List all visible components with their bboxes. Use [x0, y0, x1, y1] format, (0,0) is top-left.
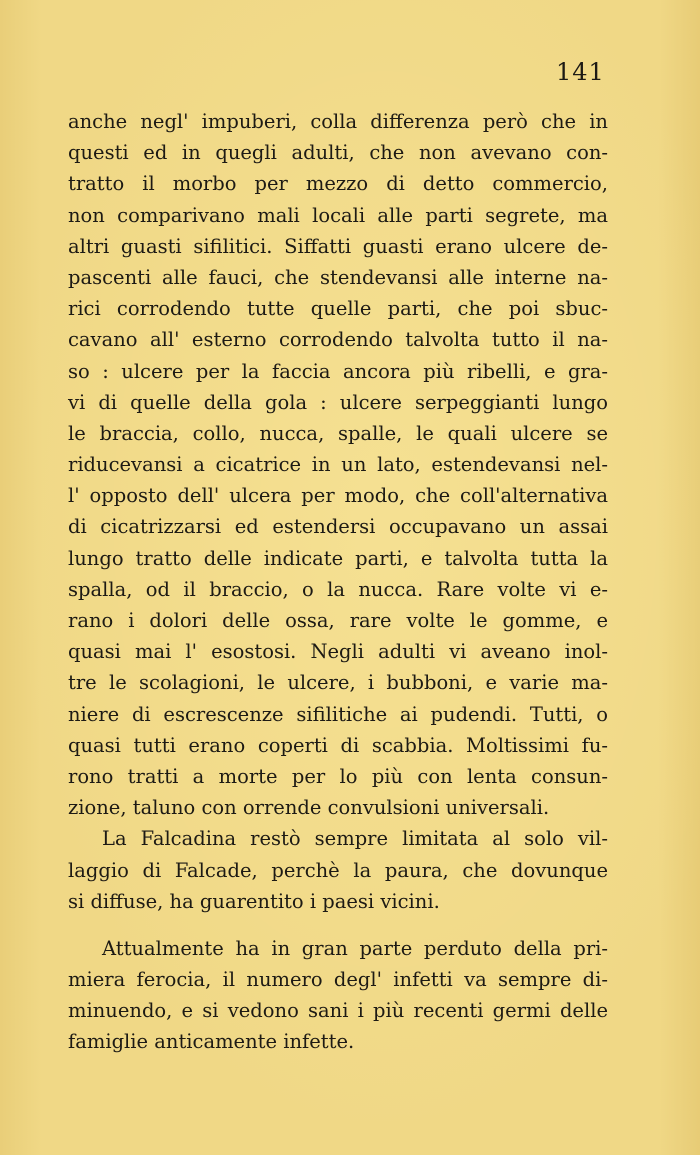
text-line: vi di quelle della gola : ulcere serpeggianti lungo	[68, 390, 608, 414]
text-line: niere di escrescenze sifilitiche ai pudendi. Tutti, o	[68, 702, 608, 726]
text-line: spalla, od il braccio, o la nucca. Rare volte vi e-	[68, 577, 608, 601]
text-line: Attualmente ha in gran parte perduto della pri-	[102, 936, 608, 960]
text-line: altri guasti sifilitici. Siffatti guasti erano ulcere de-	[68, 234, 608, 258]
text-line: non comparivano mali locali alle parti segrete, ma	[68, 203, 608, 227]
text-line: pascenti alle fauci, che stendevansi alle interne na-	[68, 265, 608, 289]
paragraph-1	[68, 106, 608, 823]
text-line: rono tratti a morte per lo più con lenta consun-	[68, 764, 608, 788]
text-line: miera ferocia, il numero degl' infetti va sempre di-	[68, 968, 608, 992]
text-line: tre le scolagioni, le ulcere, i bubboni, e varie ma-	[68, 671, 608, 695]
text-line: di cicatrizzarsi ed estendersi occupavano un assai	[68, 515, 608, 539]
text-line: famiglie anticamente infette.	[68, 1030, 355, 1054]
paragraph-spacer	[68, 917, 608, 933]
text-line: laggio di Falcade, perchè la paura, che dovunque	[68, 858, 608, 882]
text-line: minuendo, e si vedono sani i più recenti germi delle	[68, 999, 608, 1023]
text-line: so : ulcere per la faccia ancora più ribelli, e gra-	[68, 359, 608, 383]
text-line: zione, taluno con orrende convulsioni universali.	[68, 796, 550, 820]
text-line: quasi mai l' esostosi. Negli adulti vi aveano inol-	[68, 640, 608, 664]
paragraph-2	[68, 823, 608, 917]
text-line: riducevansi a cicatrice in un lato, estendevansi nel-	[68, 453, 608, 477]
text-line: tratto il morbo per mezzo di detto commercio,	[68, 172, 608, 196]
body-text	[68, 106, 608, 1058]
text-line: anche negl' impuberi, colla differenza però che in	[68, 110, 608, 133]
text-line: l' opposto dell' ulcera per modo, che coll'alternativa	[68, 484, 608, 508]
paragraph-3	[68, 933, 608, 1058]
text-line: lungo tratto delle indicate parti, e talvolta tutta la	[68, 546, 608, 570]
text-line: rano i dolori delle ossa, rare volte le gomme, e	[68, 609, 608, 632]
page-number: 141	[556, 58, 605, 86]
text-line: La Falcadina restò sempre limitata al solo vil-	[102, 827, 608, 851]
text-line: rici corrodendo tutte quelle parti, che poi sbuc-	[68, 297, 608, 321]
text-line: questi ed in quegli adulti, che non avevano con-	[68, 141, 608, 165]
text-line: cavano all' esterno corrodendo talvolta tutto il na-	[68, 328, 608, 352]
text-line: le braccia, collo, nucca, spalle, le quali ulcere se	[68, 421, 608, 445]
text-line: quasi tutti erano coperti di scabbia. Moltissimi fu-	[68, 733, 608, 757]
text-line: si diffuse, ha guarentito i paesi vicini.	[68, 889, 440, 913]
